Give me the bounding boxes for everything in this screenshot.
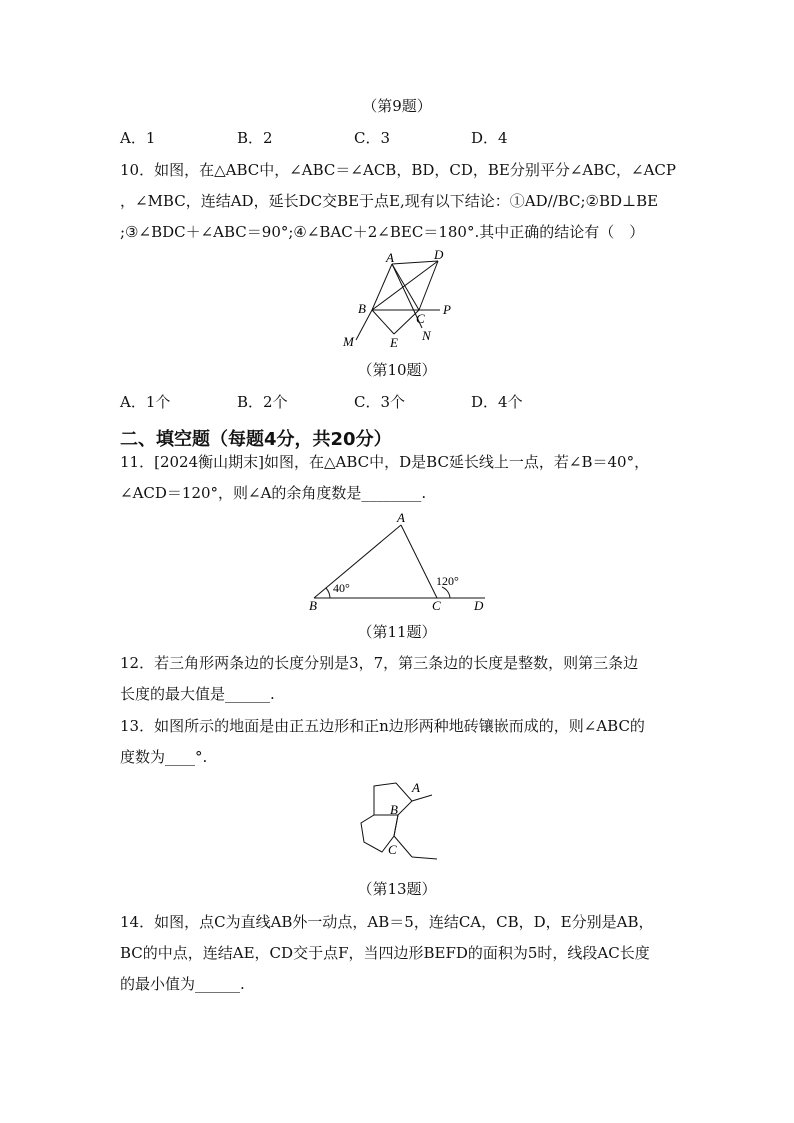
q9-option-d: D．4 — [471, 129, 508, 147]
q10-text-line2: ，∠MBC，连结AD，延长DC交BE于点E,现有以下结论：①AD//BC;②BD⊥BE — [120, 192, 659, 210]
label-a: A — [386, 250, 394, 265]
edge-c-tail — [412, 857, 437, 859]
label-b: B — [309, 598, 317, 612]
q9-option-c: C．3 — [354, 129, 391, 147]
q11-figure — [300, 510, 500, 612]
q11-text-line2: ∠ACD＝120°，则∠A的余角度数是________. — [120, 484, 427, 502]
label-c: C — [432, 598, 441, 612]
angle-b-arc — [326, 588, 330, 598]
q14-text-line2: BC的中点，连结AE，CD交于点F，当四边形BEFD的面积为5时，线段AC长度 — [120, 944, 650, 962]
label-b: B — [358, 301, 366, 316]
q13-caption: （第13题） — [357, 880, 437, 898]
q14-text-line3: 的最小值为______. — [120, 975, 245, 993]
label-p: P — [443, 302, 451, 317]
label-d: D — [474, 598, 484, 612]
edge-a-out — [412, 795, 432, 801]
q10-option-c: C．3个 — [354, 393, 406, 411]
label-n: N — [422, 328, 431, 343]
label-a: A — [397, 510, 405, 525]
q9-option-b: B．2 — [237, 129, 273, 147]
angle-c-label: 120° — [436, 574, 459, 588]
label-d: D — [434, 248, 444, 262]
section-heading: 二、填空题（每题4分，共20分） — [120, 429, 392, 450]
angle-b-label: 40° — [333, 581, 350, 595]
q13-text-line1: 13．如图所示的地面是由正五边形和正n边形两种地砖镶嵌而成的，则∠ABC的 — [120, 717, 645, 735]
angle-c-arc — [442, 587, 450, 598]
q10-text-line3: ;③∠BDC＋∠ABC＝90°;④∠BAC＋2∠BEC＝180°.其中正确的结论有（ ） — [120, 223, 645, 241]
label-a: A — [412, 780, 420, 795]
q13-figure — [350, 775, 440, 870]
q10-option-a: A．1个 — [120, 393, 171, 411]
edge-c-out — [394, 836, 412, 857]
q13-text-line2: 度数为____°. — [120, 748, 208, 766]
segment-ac — [392, 264, 419, 310]
q10-text-line1: 10．如图，在△ABC中，∠ABC＝∠ACB，BD，CD，BE分别平分∠ABC，∠ACP — [120, 161, 676, 179]
q9-option-a: A．1 — [120, 129, 156, 147]
q12-text-line1: 12．若三角形两条边的长度分别是3，7，第三条边的长度是整数，则第三条边 — [120, 654, 639, 672]
segment-ac — [401, 525, 437, 598]
q14-text-line1: 14．如图，点C为直线AB外一动点，AB＝5，连结CA，CB，D，E分别是AB， — [120, 913, 654, 931]
q11-text-line1: 11．[2024衡山期末]如图，在△ABC中，D是BC延长线上一点，若∠B＝40°， — [120, 453, 650, 471]
segment-be — [372, 310, 394, 334]
q10-option-d: D．4个 — [471, 393, 523, 411]
q10-figure — [330, 248, 470, 353]
segment-ad — [392, 261, 438, 264]
q9-caption: （第9题） — [362, 97, 432, 115]
q10-option-b: B．2个 — [237, 393, 288, 411]
label-b: B — [390, 802, 398, 817]
label-c: C — [388, 842, 397, 857]
q12-text-line2: 长度的最大值是______. — [120, 685, 275, 703]
q10-caption: （第10题） — [357, 361, 437, 379]
segment-ba — [314, 525, 401, 598]
label-c: C — [416, 311, 425, 326]
label-m: M — [343, 334, 354, 349]
label-e: E — [390, 335, 398, 350]
q11-caption: （第11题） — [357, 623, 437, 641]
